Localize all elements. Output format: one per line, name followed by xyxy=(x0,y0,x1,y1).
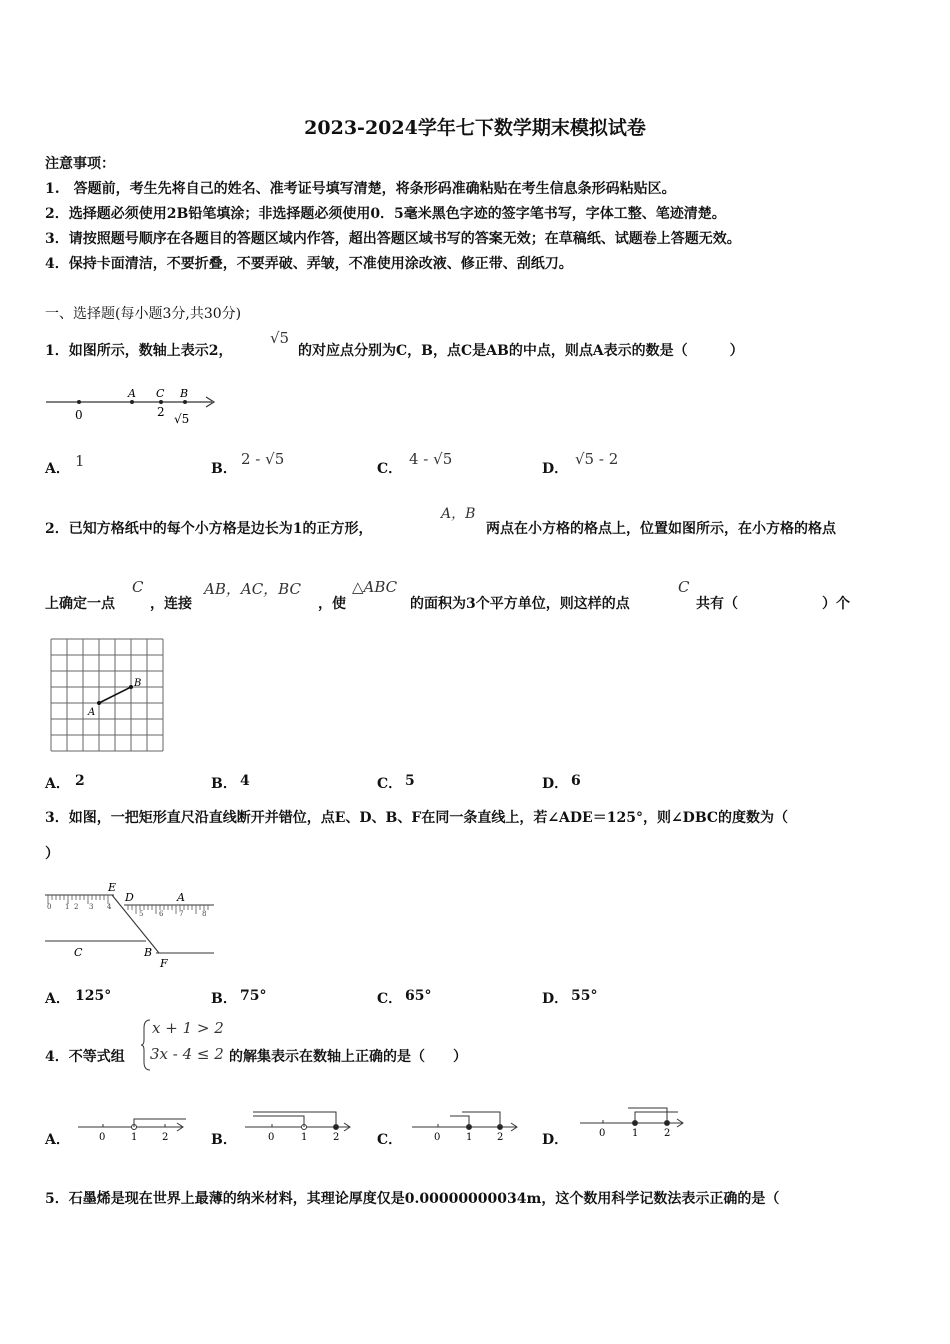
q3-option-a-value: 125° xyxy=(75,988,112,1004)
q2-segments: AB，AC，BC xyxy=(204,580,301,598)
q3-tick-label: 0 xyxy=(47,903,52,911)
q3-tick-label: 6 xyxy=(159,910,164,918)
q3-option-d-label[interactable]: D． xyxy=(542,991,569,1007)
q2-line2-b: ，连接 xyxy=(150,596,192,612)
q1-option-d-label[interactable]: D． xyxy=(542,461,569,477)
q4-option-d-number-line[interactable] xyxy=(578,1104,690,1140)
q1-option-b-label[interactable]: B． xyxy=(211,461,237,477)
q3-ruler-figure xyxy=(44,878,219,970)
q1-sqrt5: √5 xyxy=(270,329,290,347)
q1-text-a: 1．如图所示，数轴上表示2， xyxy=(45,343,233,359)
q3-option-c-value: 65° xyxy=(405,988,432,1004)
q1-option-a-label[interactable]: A． xyxy=(45,461,70,477)
q2-grid-label-b: B xyxy=(134,678,142,689)
q1-option-c-label[interactable]: C． xyxy=(377,461,403,477)
q2-point-c: C xyxy=(132,578,144,596)
q4-option-c-number-line[interactable] xyxy=(410,1106,522,1142)
q2-option-d-value: 6 xyxy=(571,773,581,789)
q2-option-d-label[interactable]: D． xyxy=(542,776,569,792)
q3-tick-label: 7 xyxy=(179,910,184,918)
q4-inequality-2: 3x - 4 ≤ 2 xyxy=(150,1045,224,1063)
notice-item: 1. 答题前，考生先将自己的姓名、准考证号填写清楚，将条形码准确粘贴在考生信息条形码粘贴区。 xyxy=(45,181,676,197)
q1-option-a-value: 1 xyxy=(75,452,85,470)
q4-axis-label: 1 xyxy=(466,1132,473,1142)
q2-line1-a: 2．已知方格纸中的每个小方格是边长为1的正方形， xyxy=(45,521,373,537)
q4-option-b-number-line[interactable] xyxy=(243,1106,355,1142)
q1-option-c-value: 4 - √5 xyxy=(409,450,453,468)
q3-label-b: B xyxy=(144,946,153,959)
notice-item: 3．请按照题号顺序在各题目的答题区域内作答，超出答题区域书写的答案无效；在草稿纸、试题卷上答题无效。 xyxy=(45,231,741,247)
q4-prefix: 4．不等式组 xyxy=(45,1049,125,1065)
notice-item: 2．选择题必须使用2B铅笔填涂；非选择题必须使用0．5毫米黑色字迹的签字笔书写，字体工整、笔迹清楚。 xyxy=(45,206,726,222)
q3-label-c: C xyxy=(74,946,83,959)
q3-label-a: A xyxy=(177,891,185,904)
q1-two-label: 2 xyxy=(157,405,165,419)
q4-option-a-label[interactable]: A． xyxy=(45,1132,70,1148)
q3-tick-label: 2 xyxy=(74,903,79,911)
q4-axis-label: 1 xyxy=(131,1132,138,1142)
q3-tick-label: 8 xyxy=(202,910,207,918)
q2-line1-b: 两点在小方格的格点上，位置如图所示，在小方格的格点 xyxy=(486,521,836,537)
q2-triangle: △ABC xyxy=(352,578,398,596)
q2-points-ab: A，B xyxy=(441,506,476,522)
q2-option-c-value: 5 xyxy=(405,773,415,789)
q5-text: 5．石墨烯是现在世界上最薄的纳米材料，其理论厚度仅是0.00000000034m，这个数用科学记数法表示正确的是（ xyxy=(45,1191,780,1207)
q2-option-b-value: 4 xyxy=(240,773,250,789)
q3-tick-label: 3 xyxy=(89,903,94,911)
q2-line2-a: 上确定一点 xyxy=(45,596,115,612)
q3-line1: 3．如图，一把矩形直尺沿直线断开并错位，点E、D、B、F在同一条直线上，若∠ADE＝125°，则∠DBC的度数为（ xyxy=(45,810,789,826)
notice-item: 4．保持卡面清洁，不要折叠，不要弄破、弄皱，不准使用涂改液、修正带、刮纸刀。 xyxy=(45,256,573,272)
q4-option-d-label[interactable]: D． xyxy=(542,1132,569,1148)
q2-option-a-label[interactable]: A． xyxy=(45,776,70,792)
q4-axis-label: 0 xyxy=(599,1128,606,1139)
q3-tick-label: 4 xyxy=(107,903,112,911)
q2-option-c-label[interactable]: C． xyxy=(377,776,403,792)
page-title: 2023-2024学年七下数学期末模拟试卷 xyxy=(304,117,646,139)
q1-point-c-label: C xyxy=(156,387,165,400)
q2-grid-figure xyxy=(50,638,166,754)
q1-zero-label: 0 xyxy=(75,408,83,422)
q3-option-b-value: 75° xyxy=(240,988,267,1004)
q4-inequality-1: x + 1 > 2 xyxy=(152,1019,224,1037)
q4-axis-label: 0 xyxy=(434,1132,441,1142)
q1-option-b-value: 2 - √5 xyxy=(241,450,285,468)
q1-number-line xyxy=(44,383,219,428)
q3-option-c-label[interactable]: C． xyxy=(377,991,403,1007)
q3-tick-label: 1 xyxy=(65,903,70,911)
q4-axis-label: 1 xyxy=(301,1132,308,1142)
q1-point-b-label: B xyxy=(180,387,189,400)
q4-axis-label: 2 xyxy=(497,1132,504,1142)
q4-axis-label: 2 xyxy=(664,1128,671,1139)
q3-label-f: F xyxy=(160,957,168,970)
q3-option-b-label[interactable]: B． xyxy=(211,991,237,1007)
q3-tick-label: 5 xyxy=(139,910,144,918)
q1-point-a-label: A xyxy=(128,387,136,400)
q3-option-d-value: 55° xyxy=(571,988,598,1004)
q2-option-b-label[interactable]: B． xyxy=(211,776,237,792)
q4-option-b-label[interactable]: B． xyxy=(211,1132,237,1148)
q1-option-d-value: √5 - 2 xyxy=(575,450,619,468)
q4-option-c-label[interactable]: C． xyxy=(377,1132,403,1148)
q1-text-b: 的对应点分别为C，B，点C是AB的中点，则点A表示的数是（ ） xyxy=(298,343,744,359)
q4-suffix: 的解集表示在数轴上正确的是（ ） xyxy=(229,1049,467,1065)
q3-line2: ） xyxy=(45,846,59,862)
q4-axis-label: 2 xyxy=(333,1132,340,1142)
q2-option-a-value: 2 xyxy=(75,773,85,789)
q1-root5-label: √5 xyxy=(174,412,190,426)
q2-line2-d: 的面积为3个平方单位，则这样的点 xyxy=(410,596,630,612)
q2-point-c2: C xyxy=(678,578,690,596)
q3-option-a-label[interactable]: A． xyxy=(45,991,70,1007)
q4-axis-label: 1 xyxy=(632,1128,639,1139)
section-heading: 一、选择题(每小题3分,共30分) xyxy=(45,306,242,322)
q4-axis-label: 0 xyxy=(268,1132,275,1142)
q3-label-d: D xyxy=(125,891,134,904)
q2-grid-label-a: A xyxy=(88,707,96,718)
q2-line2-e: 共有（ ）个 xyxy=(696,596,850,612)
q4-axis-label: 0 xyxy=(99,1132,106,1142)
q4-option-a-number-line[interactable] xyxy=(76,1110,188,1142)
notice-heading: 注意事项： xyxy=(45,156,115,172)
q4-axis-label: 2 xyxy=(162,1132,169,1142)
q2-line2-c: ，使 xyxy=(318,596,346,612)
q3-label-e: E xyxy=(108,881,117,894)
